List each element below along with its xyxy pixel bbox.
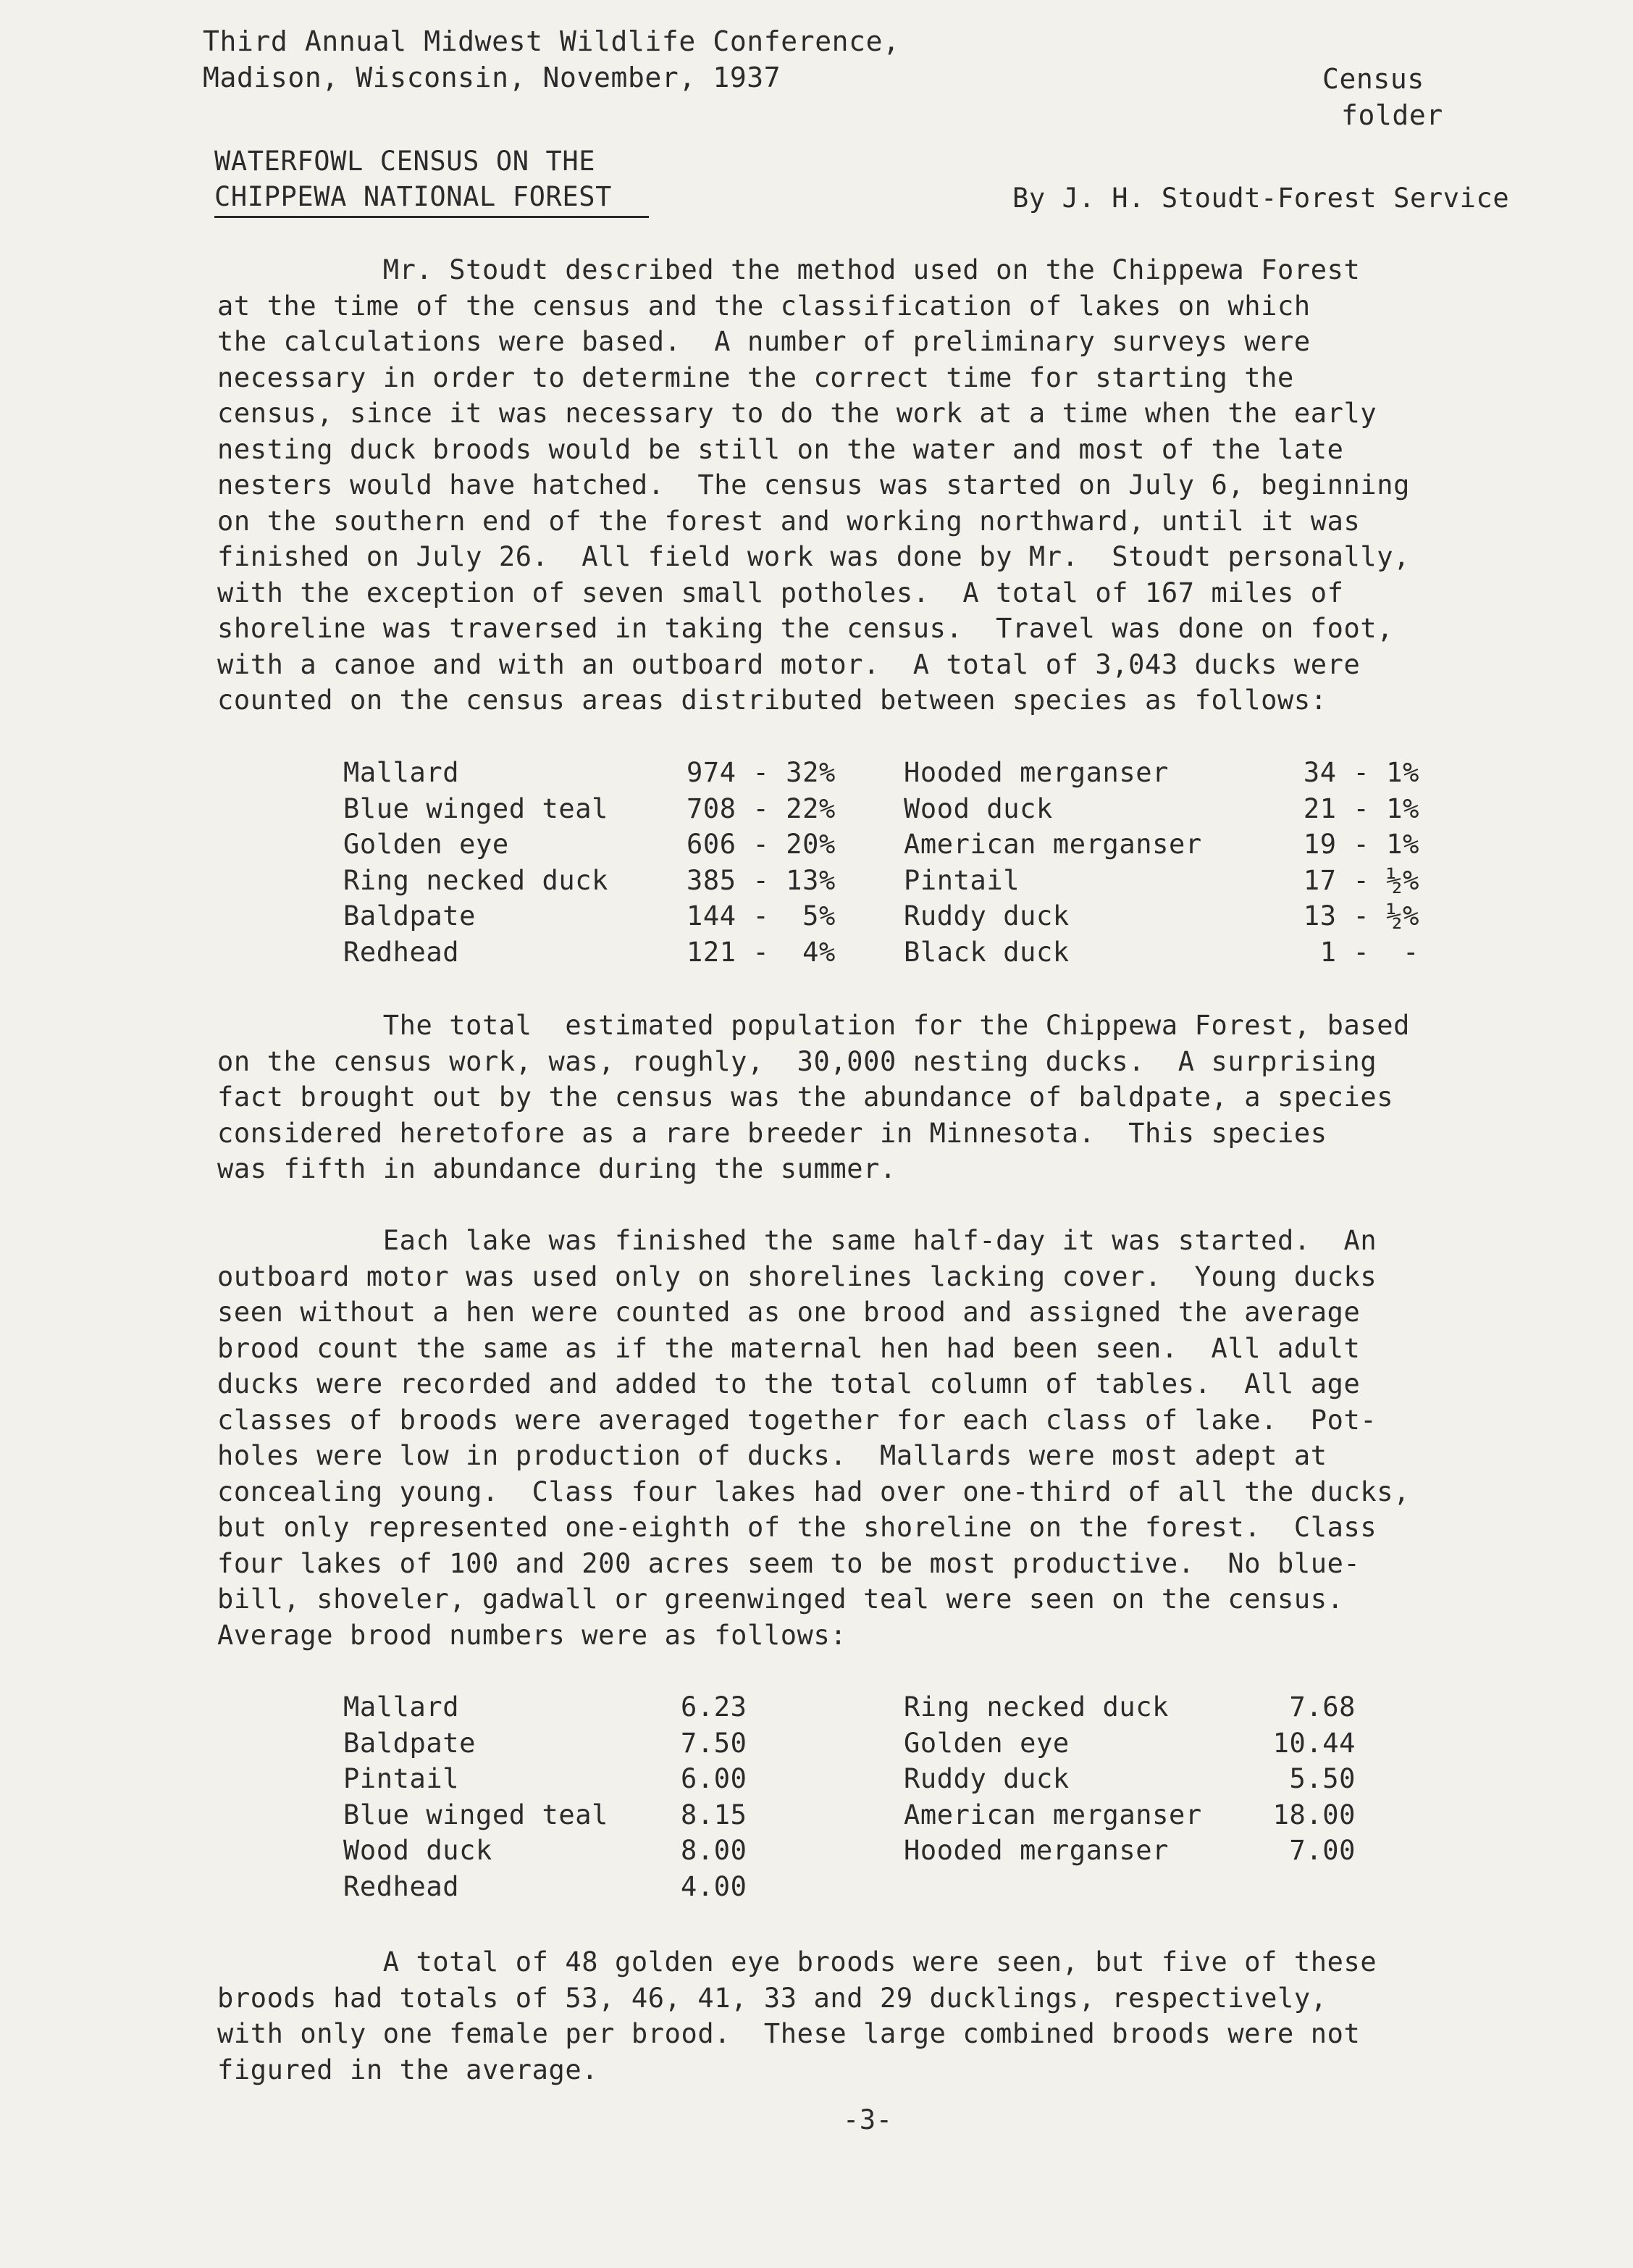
brood-species: Hooded merganser — [904, 1835, 1170, 1866]
brood-species: Mallard — [343, 1691, 460, 1723]
species-count: 13 - ½% — [1303, 900, 1419, 932]
species-count: 19 - 1% — [1303, 829, 1419, 860]
text-line: ducks were recorded and added to the total column of tables. All age — [217, 1368, 1361, 1399]
species-left-counts — [687, 755, 836, 970]
title-line-1: WATERFOWL CENSUS ON THE — [214, 146, 596, 177]
text-line: nesters would have hatched. The census was started on July 6, beginning — [217, 469, 1411, 501]
conference-line-2: Madison, Wisconsin, November, 1937 — [203, 62, 781, 93]
text-line: fact brought out by the census was the abundance of baldpate, a species — [217, 1081, 1394, 1113]
text-line: at the time of the census and the classification of lakes on which — [217, 290, 1311, 322]
species-count: 974 - 32% — [687, 757, 836, 788]
text-line: Average brood numbers were as follows: — [217, 1619, 847, 1651]
text-line: The total estimated population for the Chippewa Forest, based — [217, 1010, 1411, 1041]
text-line: four lakes of 100 and 200 acres seem to be most productive. No blue- — [217, 1547, 1361, 1579]
species-count: 17 - ½% — [1303, 864, 1419, 896]
text-line: seen without a hen were counted as one brood and assigned the average — [217, 1297, 1361, 1328]
paragraph-golden-eye-broods — [217, 1944, 1377, 2088]
text-line: A total of 48 golden eye broods were seen, but five of these — [217, 1946, 1377, 1978]
species-name: Pintail — [904, 864, 1020, 896]
species-count: 144 - 5% — [687, 900, 836, 932]
brood-species: Redhead — [343, 1870, 460, 1902]
brood-species: Baldpate — [343, 1727, 477, 1759]
text-line: counted on the census areas distributed between species as follows: — [217, 685, 1327, 716]
species-name: Baldpate — [343, 900, 477, 932]
text-line: holes were low in production of ducks. Mallards were most adept at — [217, 1440, 1327, 1471]
brood-left-names — [343, 1689, 608, 1904]
brood-right-names — [904, 1689, 1202, 1869]
text-line: on the southern end of the forest and working northward, until it was — [217, 505, 1361, 537]
text-line: outboard motor was used only on shorelines lacking cover. Young ducks — [217, 1260, 1377, 1292]
species-count: 1 - - — [1319, 936, 1419, 968]
text-line: Mr. Stoudt described the method used on the Chippewa Forest — [217, 254, 1361, 285]
filing-note-line-1: Census — [1322, 63, 1424, 95]
species-right-names — [904, 755, 1202, 970]
brood-value: 18.00 — [1272, 1799, 1356, 1830]
brood-value: 4.00 — [681, 1870, 747, 1902]
species-name: Wood duck — [904, 792, 1053, 824]
species-name: Ring necked duck — [343, 864, 609, 896]
text-line: broods had totals of 53, 46, 41, 33 and 29 ducklings, respectively, — [217, 1982, 1327, 2014]
title-underline — [214, 216, 649, 218]
brood-value: 7.50 — [681, 1727, 747, 1759]
species-count: 21 - 1% — [1303, 792, 1419, 824]
title-line-2: CHIPPEWA NATIONAL FOREST — [214, 181, 613, 212]
brood-value: 7.00 — [1289, 1835, 1356, 1866]
text-line: the calculations were based. A number of preliminary surveys were — [217, 326, 1311, 357]
species-name: Mallard — [343, 757, 460, 788]
brood-left-values — [681, 1689, 747, 1904]
text-line: census, since it was necessary to do the work at a time when the early — [217, 398, 1377, 429]
text-line: concealing young. Class four lakes had over one-third of all the ducks, — [217, 1476, 1411, 1507]
brood-value: 8.15 — [681, 1799, 747, 1830]
species-name: American merganser — [904, 829, 1202, 860]
text-line: classes of broods were averaged together for each class of lake. Pot- — [217, 1404, 1377, 1436]
text-line: brood count the same as if the maternal hen had been seen. All adult — [217, 1332, 1361, 1364]
text-line: figured in the average. — [217, 2054, 599, 2085]
species-name: Black duck — [904, 936, 1070, 968]
brood-value: 6.00 — [681, 1763, 747, 1794]
brood-value: 8.00 — [681, 1835, 747, 1866]
text-line: with a canoe and with an outboard motor. A total of 3,043 ducks were — [217, 648, 1361, 680]
brood-species: Ring necked duck — [904, 1691, 1170, 1723]
text-line: Each lake was finished the same half-day it was started. An — [217, 1225, 1377, 1256]
brood-species: American merganser — [904, 1799, 1202, 1830]
text-line: shoreline was traversed in taking the census. Travel was done on foot, — [217, 613, 1394, 644]
species-right-counts — [1253, 755, 1419, 970]
text-line: with the exception of seven small potholes. A total of 167 miles of — [217, 577, 1344, 608]
brood-species: Pintail — [343, 1763, 460, 1794]
paragraph-observations — [217, 1223, 1410, 1653]
text-line: necessary in order to determine the correct time for starting the — [217, 361, 1294, 393]
species-name: Hooded merganser — [904, 757, 1170, 788]
species-count: 385 - 13% — [687, 864, 836, 896]
text-line: on the census work, was, roughly, 30,000 nesting ducks. A surprising — [217, 1045, 1377, 1077]
brood-species: Golden eye — [904, 1727, 1070, 1759]
brood-value: 10.44 — [1272, 1727, 1356, 1759]
text-line: with only one female per brood. These large combined broods were not — [217, 2018, 1361, 2049]
species-count: 708 - 22% — [687, 792, 836, 824]
species-count: 34 - 1% — [1303, 757, 1419, 788]
page-number: -3- — [843, 2104, 893, 2135]
text-line: bill, shoveler, gadwall or greenwinged teal were seen on the census. — [217, 1583, 1344, 1615]
species-count: 121 - 4% — [687, 936, 836, 968]
text-line: considered heretofore as a rare breeder in Minnesota. This species — [217, 1117, 1327, 1149]
filing-note-line-2: folder — [1341, 99, 1443, 131]
byline: By J. H. Stoudt-Forest Service — [1012, 183, 1510, 214]
brood-species: Wood duck — [343, 1835, 492, 1866]
conference-line-1: Third Annual Midwest Wildlife Conference, — [203, 25, 900, 57]
text-line: nesting duck broods would be still on the water and most of the late — [217, 433, 1344, 465]
brood-species: Ruddy duck — [904, 1763, 1070, 1794]
brood-value: 5.50 — [1289, 1763, 1356, 1794]
text-line: but only represented one-eighth of the shoreline on the forest. Class — [217, 1512, 1377, 1543]
brood-value: 7.68 — [1289, 1691, 1356, 1723]
text-line: was fifth in abundance during the summer. — [217, 1153, 897, 1184]
brood-right-values — [1231, 1689, 1356, 1869]
species-name: Golden eye — [343, 829, 509, 860]
paragraph-method — [217, 252, 1410, 719]
paragraph-population — [217, 1008, 1410, 1187]
species-name: Blue winged teal — [343, 792, 609, 824]
species-left-names — [343, 755, 608, 970]
text-line: finished on July 26. All field work was done by Mr. Stoudt personally, — [217, 541, 1411, 572]
species-name: Redhead — [343, 936, 460, 968]
species-name: Ruddy duck — [904, 900, 1070, 932]
brood-species: Blue winged teal — [343, 1799, 609, 1830]
brood-value: 6.23 — [681, 1691, 747, 1723]
species-count: 606 - 20% — [687, 829, 836, 860]
